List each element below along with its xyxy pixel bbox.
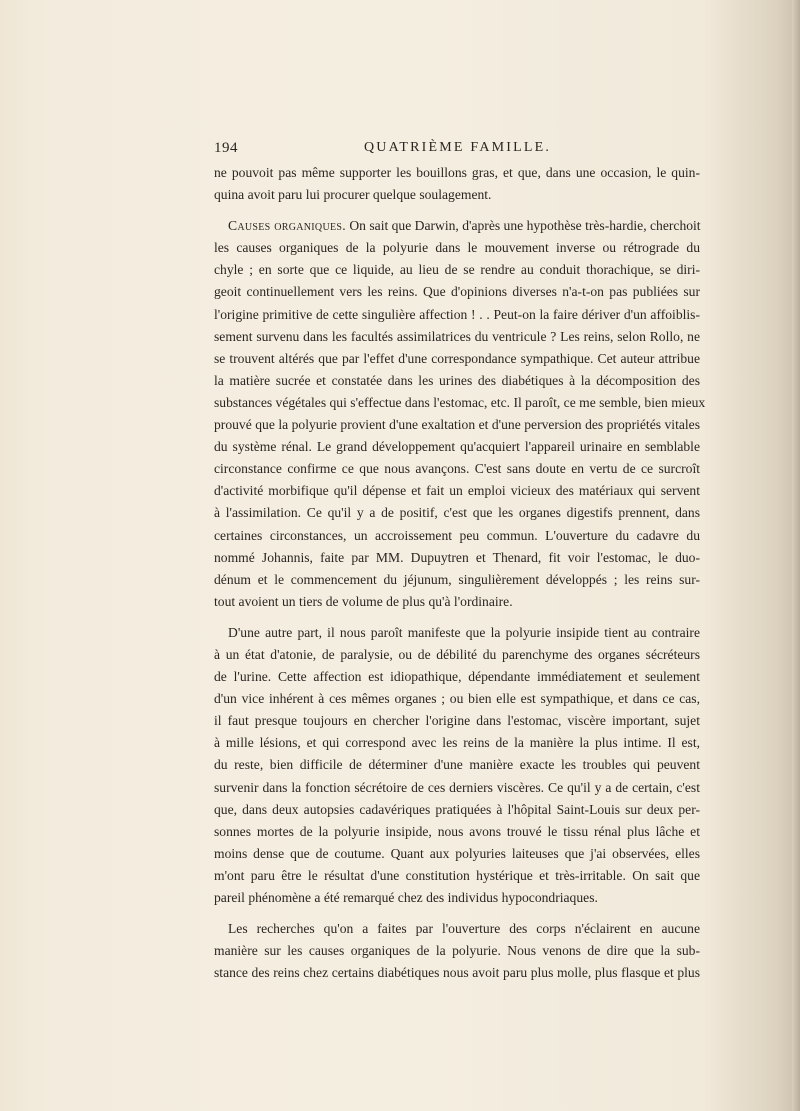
- text-line: dénum et le commencement du jéjunum, singulièrement développés ; les reins sur-: [214, 571, 700, 587]
- text-line: circonstance confirme ce que nous avançons. C'est sans doute en vertu de ce surcroît: [214, 461, 700, 477]
- text-line: tout avoient un tiers de volume de plus qu'à l'ordinaire.: [214, 593, 513, 609]
- text-line: geoit continuellement vers les reins. Que d'opinions diverses n'a-t-on pas publiées sur: [214, 284, 700, 300]
- text-line: m'ont paru être le résultat d'une constitution hystérique et très-irritable. On sait que: [214, 867, 700, 883]
- text-line: sement survenu dans les facultés assimilatrices du ventricule ? Les reins, selon Rollo, ne: [214, 328, 700, 344]
- text-line: sonnes mortes de la polyurie insipide, nous avons trouvé le tissu rénal plus lâche et: [214, 823, 700, 839]
- paragraph: [214, 215, 706, 613]
- text-line: du reste, bien difficile de déterminer d'une manière exacte les troubles qui peuvent: [214, 757, 700, 773]
- text-line: de l'urine. Cette affection est idiopathique, dépendante immédiatement et seulement: [214, 669, 700, 685]
- paragraph: [214, 162, 700, 206]
- text-line: [214, 215, 700, 237]
- text-line: quina avoit paru lui procurer quelque soulagement.: [214, 187, 492, 203]
- text-line: D'une autre part, il nous paroît manifeste que la polyurie insipide tient au contraire: [228, 624, 700, 640]
- text-line: stance des reins chez certains diabétiques nous avoit paru plus molle, plus flasque et plus: [214, 965, 700, 981]
- paragraph: [214, 622, 700, 909]
- page-edge-shadow: [792, 0, 800, 1111]
- text-line: substances végétales qui s'effectue dans l'estomac, etc. Il paroît, ce me semble, bien mieux: [214, 394, 706, 410]
- page-header: [214, 140, 704, 162]
- text-line: les causes organiques de la polyurie dans le mouvement inverse ou rétrograde du: [214, 240, 700, 256]
- text-line: manière sur les causes organiques de la polyurie. Nous venons de dire que la sub-: [214, 943, 700, 959]
- text-line: pareil phénomène a été remarqué chez des individus hypocondriaques.: [214, 890, 598, 905]
- text-line: survenir dans la fonction sécrétoire de ces derniers viscères. Ce qu'il y a de certain, c'est: [214, 779, 700, 795]
- text-line: d'activité morbifique qu'il dépense et fait un emploi vicieux des matériaux qui servent: [214, 483, 700, 499]
- text-line: Les recherches qu'on a faites par l'ouverture des corps n'éclairent en aucune: [228, 921, 700, 937]
- text-line: certaines circonstances, un accroissement peu commun. L'ouverture du cadavre du: [214, 527, 700, 543]
- text-line: à mille lésions, et qui correspond avec les reins de la manière la plus intime. Il est,: [214, 735, 700, 751]
- text-fragment: On sait que Darwin, d'après une hypothèse très-hardie, cherchoit: [345, 218, 701, 234]
- text-line: il faut presque toujours en chercher l'origine dans l'estomac, viscère important, sujet: [214, 713, 700, 729]
- text-line: à un état d'atonie, de paralysie, ou de débilité du parenchyme des organes sécréteurs: [214, 646, 700, 662]
- page-number: 194: [214, 140, 238, 156]
- running-head: QUATRIÈME FAMILLE.: [364, 140, 552, 155]
- text-line: se trouvent altérés que par l'effet d'une correspondance sympathique. Cet auteur attribue: [214, 350, 700, 366]
- text-line: que, dans deux autopsies cadavériques pratiquées à l'hôpital Saint-Louis sur deux per-: [214, 801, 700, 817]
- text-line: l'origine primitive de cette singulière affection ! . . Peut-on la faire dériver d'un affoiblis-: [214, 306, 700, 322]
- text-line: prouvé que la polyurie provient d'une exaltation et d'une perversion des propriétés vitales: [214, 417, 700, 433]
- text-line: nommé Johannis, faite par MM. Dupuytren et Thenard, fit voir l'estomac, le duo-: [214, 549, 700, 565]
- section-lead: Causes organiques.: [228, 218, 346, 234]
- text-line: du système rénal. Le grand développement qu'acquiert l'appareil urinaire en semblable: [214, 439, 700, 455]
- text-line: à l'assimilation. Ce qu'il y a de positif, c'est que les organes digestifs prennent, dans: [214, 505, 700, 521]
- text-line: d'un vice inhérent à ces mêmes organes ; ou bien elle est sympathique, et dans ce cas,: [214, 691, 700, 707]
- text-line: moins dense que de coutume. Quant aux polyuries laiteuses que j'ai observées, elles: [214, 845, 700, 861]
- paragraph: [214, 918, 700, 984]
- text-line: ne pouvoit pas même supporter les bouillons gras, et que, dans une occasion, le quin-: [214, 165, 700, 180]
- text-line: chyle ; en sorte que ce liquide, au lieu de se rendre au conduit thorachique, se diri-: [214, 262, 700, 278]
- text-line: la matière sucrée et constatée dans les urines des diabétiques à la décomposition des: [214, 372, 700, 388]
- body-text: [214, 162, 706, 984]
